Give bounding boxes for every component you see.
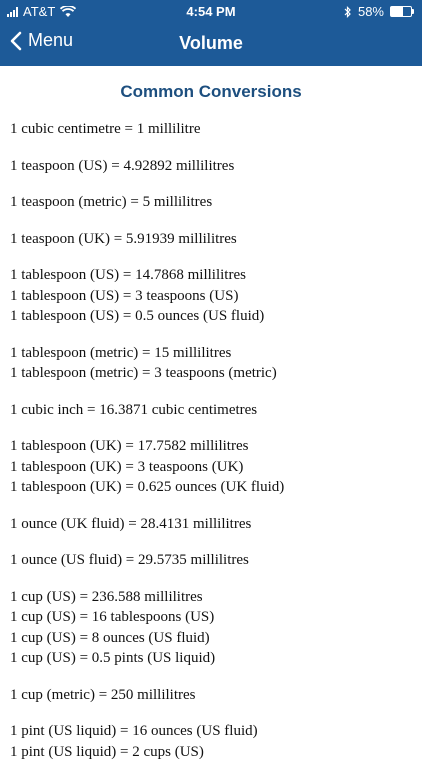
battery-icon [390,6,412,17]
conversion-line: 1 tablespoon (US) = 14.7868 millilitres [10,267,246,283]
conversion-line: 1 tablespoon (UK) = 0.625 ounces (UK fluid) [10,479,285,495]
page-title: Volume [179,33,243,53]
conversion-line: 1 tablespoon (metric) = 3 teaspoons (metric) [10,365,277,381]
conversion-group [10,587,415,669]
conversion-group [10,192,415,213]
conversion-list [10,119,415,778]
carrier-label: AT&T [23,4,56,19]
conversion-group [10,156,415,177]
conversion-line: 1 cubic inch = 16.3871 cubic centimetres [10,401,258,418]
conversion-line: 1 ounce (UK fluid) = 28.4131 millilitres [10,515,252,532]
conversion-group [10,265,415,327]
conversion-group [10,721,415,762]
navigation-bar [0,22,422,66]
conversion-line: 1 cup (US) = 16 tablespoons (US) [10,609,215,625]
conversion-line: 1 tablespoon (US) = 0.5 ounces (US fluid) [10,308,265,324]
conversion-group [10,550,415,571]
conversion-line: 1 teaspoon (US) = 4.92892 millilitres [10,157,235,174]
conversion-group [10,229,415,250]
battery-percent: 58% [357,4,384,19]
section-title: Common Conversions [120,82,302,101]
conversion-line: 1 teaspoon (metric) = 5 millilitres [10,194,213,210]
bluetooth-icon [344,6,352,18]
conversion-line: 1 teaspoon (UK) = 5.91939 millilitres [10,230,237,247]
conversion-line: 1 ounce (US fluid) = 29.5735 millilitres [10,552,249,568]
status-right [344,4,412,19]
conversion-group [10,436,415,498]
conversion-group [10,119,415,140]
conversion-line: 1 tablespoon (US) = 3 teaspoons (US) [10,287,239,304]
conversion-line: 1 tablespoon (metric) = 15 millilitres [10,344,232,361]
back-label: Menu [28,30,74,50]
conversion-group [10,343,415,384]
conversion-group [10,685,415,706]
conversion-line: 1 cup (US) = 0.5 pints (US liquid) [10,650,216,666]
status-time: 4:54 PM [186,4,236,19]
app-header [0,0,422,66]
conversion-line: 1 pint (US liquid) = 16 ounces (US fluid) [10,723,258,739]
conversion-line: 1 cup (US) = 236.588 millilitres [10,588,203,605]
conversion-line: 1 cup (metric) = 250 millilitres [10,686,196,703]
conversion-line: 1 tablespoon (UK) = 3 teaspoons (UK) [10,458,244,475]
conversion-line: 1 cubic centimetre = 1 millilitre [10,121,201,137]
status-bar [0,0,422,22]
battery-level [391,7,403,16]
conversion-line: 1 pint (US liquid) = 2 cups (US) [10,743,204,760]
conversion-line: 1 tablespoon (UK) = 17.7582 millilitres [10,438,249,454]
conversion-group [10,400,415,421]
conversion-line: 1 cup (US) = 8 ounces (US fluid) [10,629,210,646]
conversion-group [10,514,415,535]
